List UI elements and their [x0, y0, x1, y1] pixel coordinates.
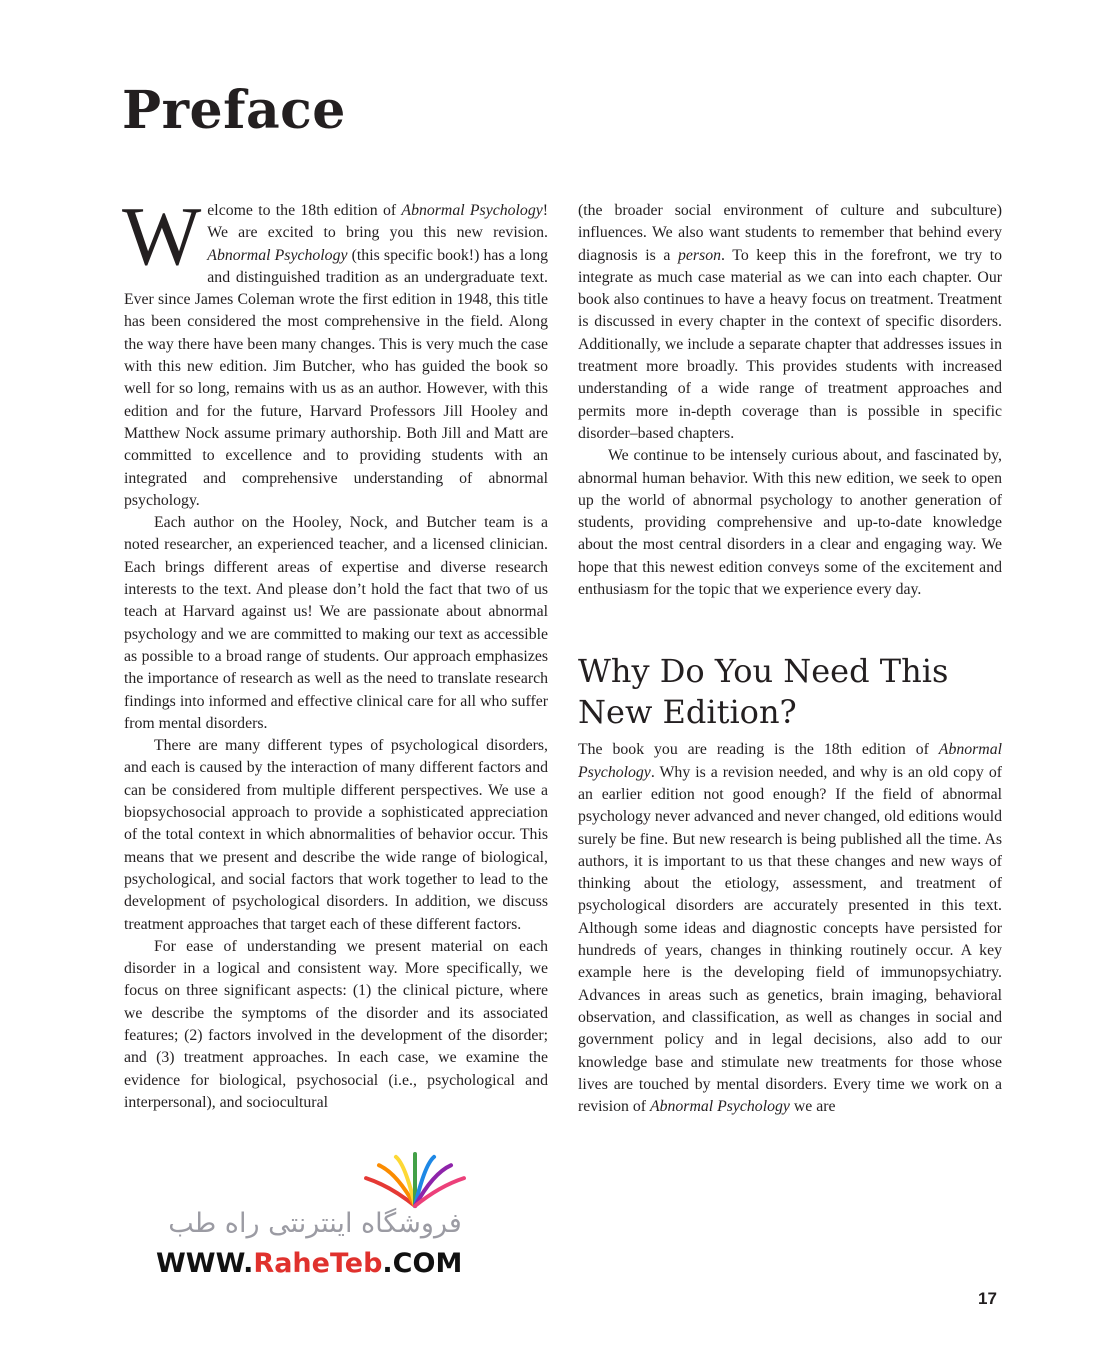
url-accent: RaheTeb: [253, 1248, 383, 1279]
paragraph-2: Each author on the Hooley, Nock, and Butcher team is a noted researcher, an experienced teacher, and a licensed clinician. Each brings different areas of expertise and diverse research interests to the text. And please don’t hold the fact that two of us teach at Harvard against us! We are passionate about abnormal psychology and we are committed to making our text as accessible as possible to a broad range of students. Our approach emphasizes the importance of research as well as the need to translate research findings into informed and effective clinical care for all who suffer from mental disorders.: [124, 514, 548, 732]
book-title: Abnormal Psychology: [649, 1098, 790, 1116]
emphasis: person: [678, 246, 722, 264]
section-heading: Why Do You Need This New Edition?: [578, 652, 949, 732]
book-title: Abnormal Psychology: [578, 741, 1002, 781]
text-run: . To keep this in the forefront, we try to integrate as much case material as we can into each chapter. Our book also continues to have a heavy focus on treatment. Treatment is discussed in every chapter in the context of specific disorders. Additionally, we include a separate chapter that addresses issues in treatment more broadly. This provides students with increased understanding of a wide range of treatment approaches and permits more in-depth coverage than is possible in specific disorder–based chapters.: [578, 246, 1002, 442]
text-run: we are: [789, 1098, 836, 1116]
url-suffix: .COM: [382, 1248, 463, 1279]
book-fan-logo-icon: [350, 1148, 480, 1210]
paragraph-4: For ease of understanding we present material on each disorder in a logical and consistent way. More specifically, we focus on three significant aspects: (1) the clinical picture, where we describe the symptoms of the disorder and its associated features; (2) factors involved in the development of the disorder; and (3) treatment approaches. In each case, we examine the evidence for biological, psychosocial (i.e., psychological and interpersonal), and sociocultural: [124, 937, 548, 1111]
text-run: (this specific book!) has a long and distinguished tradition as an undergraduate text. Ever since James Coleman wrote the first edition in 1948, this title has been considered the most comprehensive in the field. Along the way there have been many changes. This is very much the case with this new edition. Jim Butcher, who has guided the book so well for so long, remains with us as an author. However, with this edition and for the future, Harvard Professors Jill Hooley and Matthew Nock assume primary authorship. Both Jill and Matt are committed to excellence and to providing students with an integrated and comprehensive understanding of abnormal psychology.: [124, 246, 549, 509]
paragraph-6: We continue to be intensely curious about, and fascinated by, abnormal human behavior. With this new edition, we seek to open up the world of abnormal psychology to another generation of students, providing comprehensive and up-to-date knowledge about the most central disorders in a clear and engaging way. We hope that this newest edition conveys some of the excitement and enthusiasm for the topic that we experience every day.: [578, 447, 1002, 599]
right-column: [578, 200, 1002, 1118]
book-title: Abnormal Psychology: [401, 202, 543, 219]
watermark-url: [156, 1248, 462, 1279]
text-run: . Why is a revision needed, and why is an old copy of an earlier edition not good enough? If the field of abnormal psychology never advanced and never changed, old editions would surely be fine. But new research is being published all the time. As authors, it is important to us that these changes and new ways of thinking about the etiology, assessment, and treatment of psychological disorders are accurately presented in this text. Although some ideas and diagnostic concepts have persisted for hundreds of years, changes in thinking routinely occur. A key example here is the developing field of immunopsychiatry. Advances in areas such as genetics, brain imaging, behavioral observation, and classification, as well as changes in social and government policy and in legal decisions, also add to our knowledge base and stimulate new treatments for those whose lives are touched by mental disorders. Every time we work on a revision of: [578, 763, 1002, 1116]
watermark-store-name: فروشگاه اینترنتی راه طب: [168, 1208, 462, 1239]
paragraph-7: [578, 739, 1002, 1118]
watermark: [150, 1148, 490, 1288]
drop-cap: W: [122, 190, 202, 283]
text-run: (the broader social environment of culture and subculture) influences. We also want students to remember that behind every diagnosis is a: [578, 202, 1002, 264]
text-run: The book you are reading is the 18th edition of: [578, 741, 939, 759]
text-run: ! We are excited to bring you this new revision.: [207, 202, 548, 242]
page-number: 17: [978, 1289, 997, 1308]
paragraph-3: There are many different types of psychological disorders, and each is caused by the interaction of many different factors and can be considered from multiple different perspectives. We use a biopsychosocial approach to provide a sophisticated appreciation of the total context in which abnormalities of behavior occur. This means that we present and describe the wide range of biological, psychological, and social factors that work together to lead to the development of psychological disorders. In addition, we discuss treatment approaches that target each of these different factors.: [124, 737, 548, 933]
text-run: elcome to the 18th edition of: [207, 202, 402, 219]
page-title: Preface: [122, 80, 346, 141]
paragraph-5: [578, 200, 1002, 445]
book-title: Abnormal Psychology: [207, 246, 348, 264]
paragraph-1: [122, 190, 549, 512]
url-prefix: WWW.: [156, 1248, 254, 1279]
left-column: [122, 190, 549, 1114]
